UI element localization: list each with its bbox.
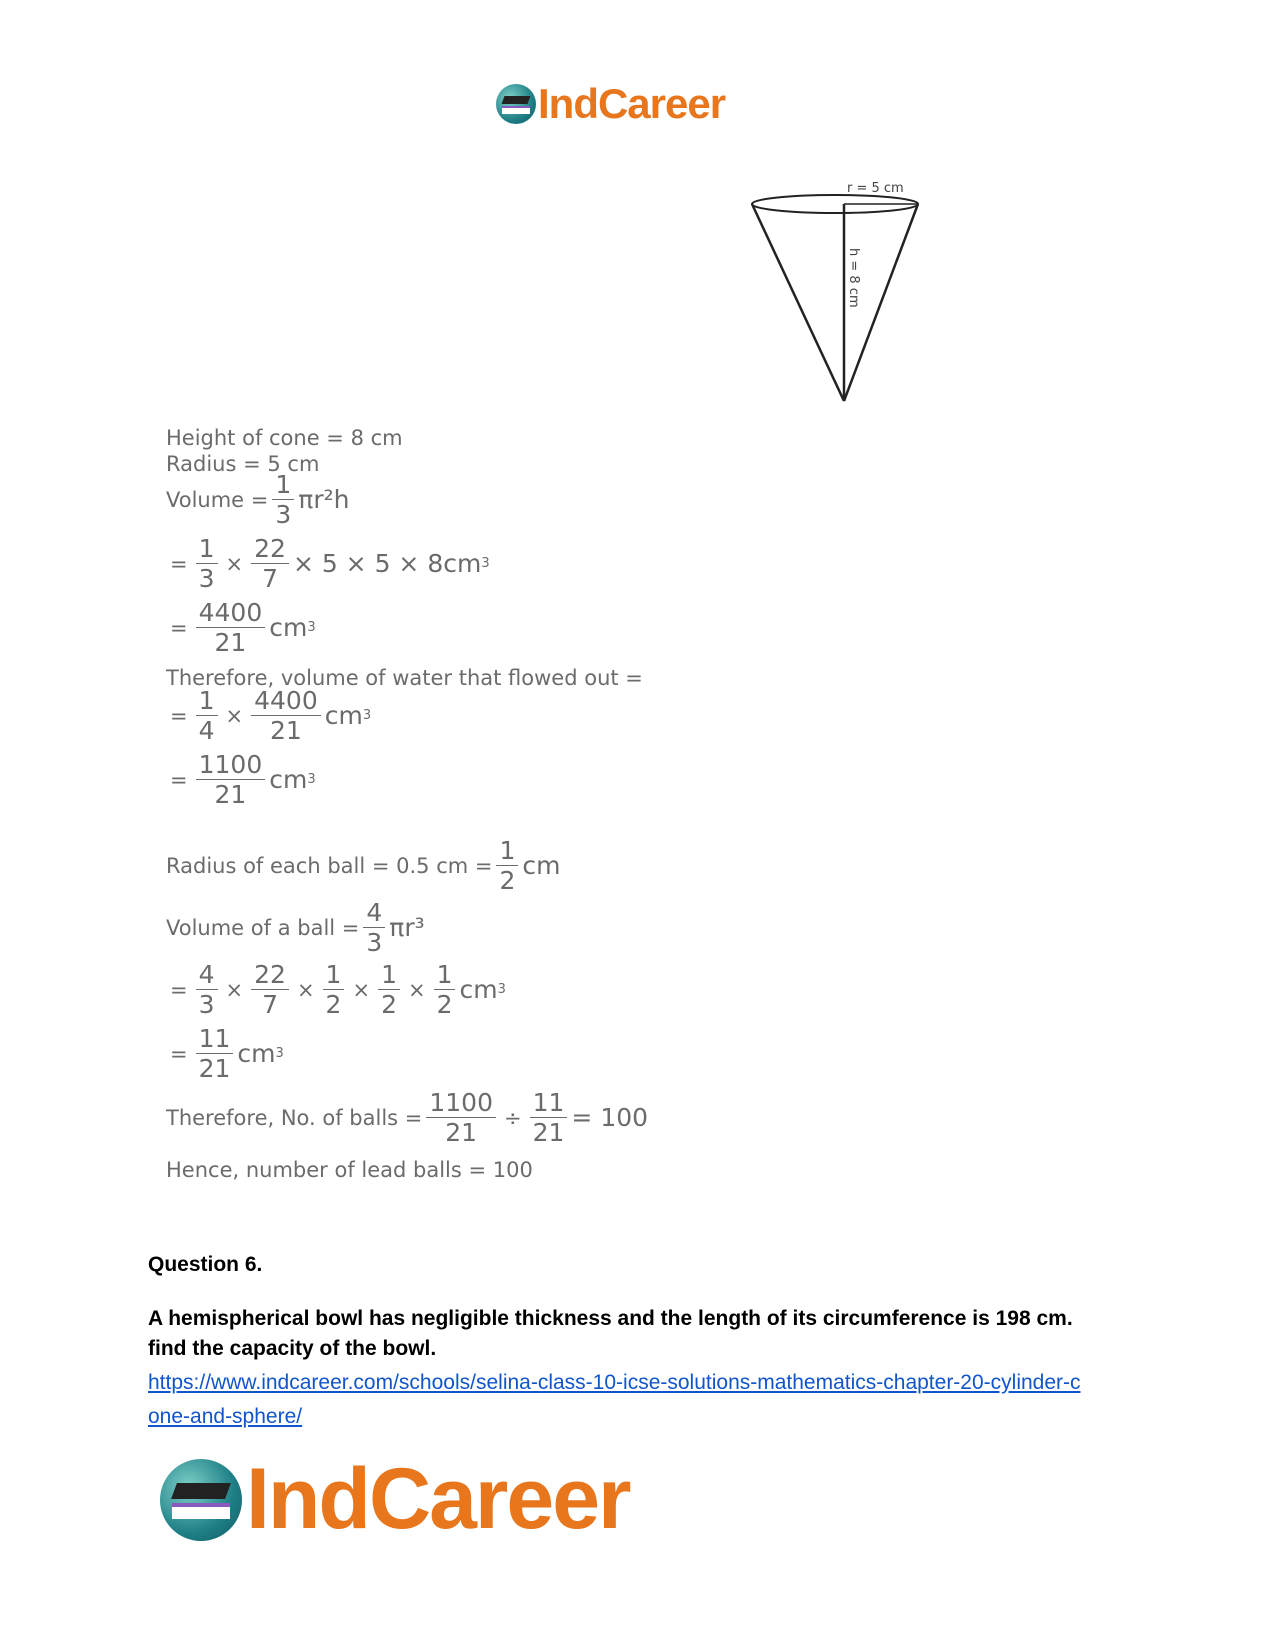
cone-height-label: h = 8 cm (846, 248, 861, 308)
header-logo-text: IndCareer (538, 80, 726, 127)
line-radius: Radius = 5 cm (166, 452, 320, 476)
footer-logo (160, 1450, 630, 1549)
question-text: A hemispherical bowl has negligible thickness and the length of its circumference is 198 cm. find the capacity of the bowl. (148, 1307, 1073, 1360)
volume-label: Volume = (166, 487, 269, 512)
line-ball-volume: = $\frac{11}{21}$ cm 3 (170, 1024, 284, 1083)
solution-block (166, 426, 866, 1216)
line-number-of-balls: Therefore, No. of balls = $\frac{1100}{21}$ ÷ $\frac{11}{21}$ = 100 (166, 1088, 649, 1147)
header-logo (496, 80, 725, 128)
line-step-quarter: = $\frac{1}{4}$ × $\frac{4400}{21}$ cm 3 (170, 686, 372, 745)
line-water-flowed: Therefore, volume of water that flowed out = (166, 666, 643, 690)
line-step-volume: = $\frac{4400}{21}$ cm 3 (170, 598, 316, 657)
line-conclusion: Hence, number of lead balls = 100 (166, 1158, 533, 1182)
logo-globe-icon (496, 84, 536, 124)
cone-figure (750, 176, 940, 406)
line-ball-volume-formula: Volume of a ball = $\frac{4}{3}$ πr³ (166, 898, 425, 957)
line-volume-formula (166, 472, 349, 527)
line-height: Height of cone = 8 cm (166, 426, 403, 450)
line-step-substitute: = $\frac{1}{3}$ × $\frac{22}{7}$ × 5 × 5 × 8cm 3 (170, 534, 490, 593)
cone-radius-label: r = 5 cm (847, 181, 904, 196)
fraction: $\frac{1}{3}$ (272, 472, 294, 527)
line-step-water-volume: = $\frac{1100}{21}$ cm 3 (170, 750, 316, 809)
line-ball-radius: Radius of each ball = 0.5 cm = $\frac{1}{2}$ cm (166, 836, 561, 895)
footer-logo-globe-icon (160, 1459, 242, 1541)
line-ball-substitute: = $\frac{4}{3}$ × $\frac{22}{7}$ × $\frac{1}{2}$ × $\frac{1}{2}$ × $\frac{1}{2}$ cm 3 (170, 960, 506, 1019)
formula-tail: πr²h (298, 485, 350, 514)
source-link[interactable]: https://www.indcareer.com/schools/selina-class-10-icse-solutions-mathematics-chapter-20-cylinder-cone-and-sphere/ (148, 1371, 1081, 1428)
question-heading: Question 6. (148, 1253, 263, 1276)
footer-logo-text: IndCareer (246, 1451, 630, 1547)
cone-left-side (752, 204, 844, 401)
